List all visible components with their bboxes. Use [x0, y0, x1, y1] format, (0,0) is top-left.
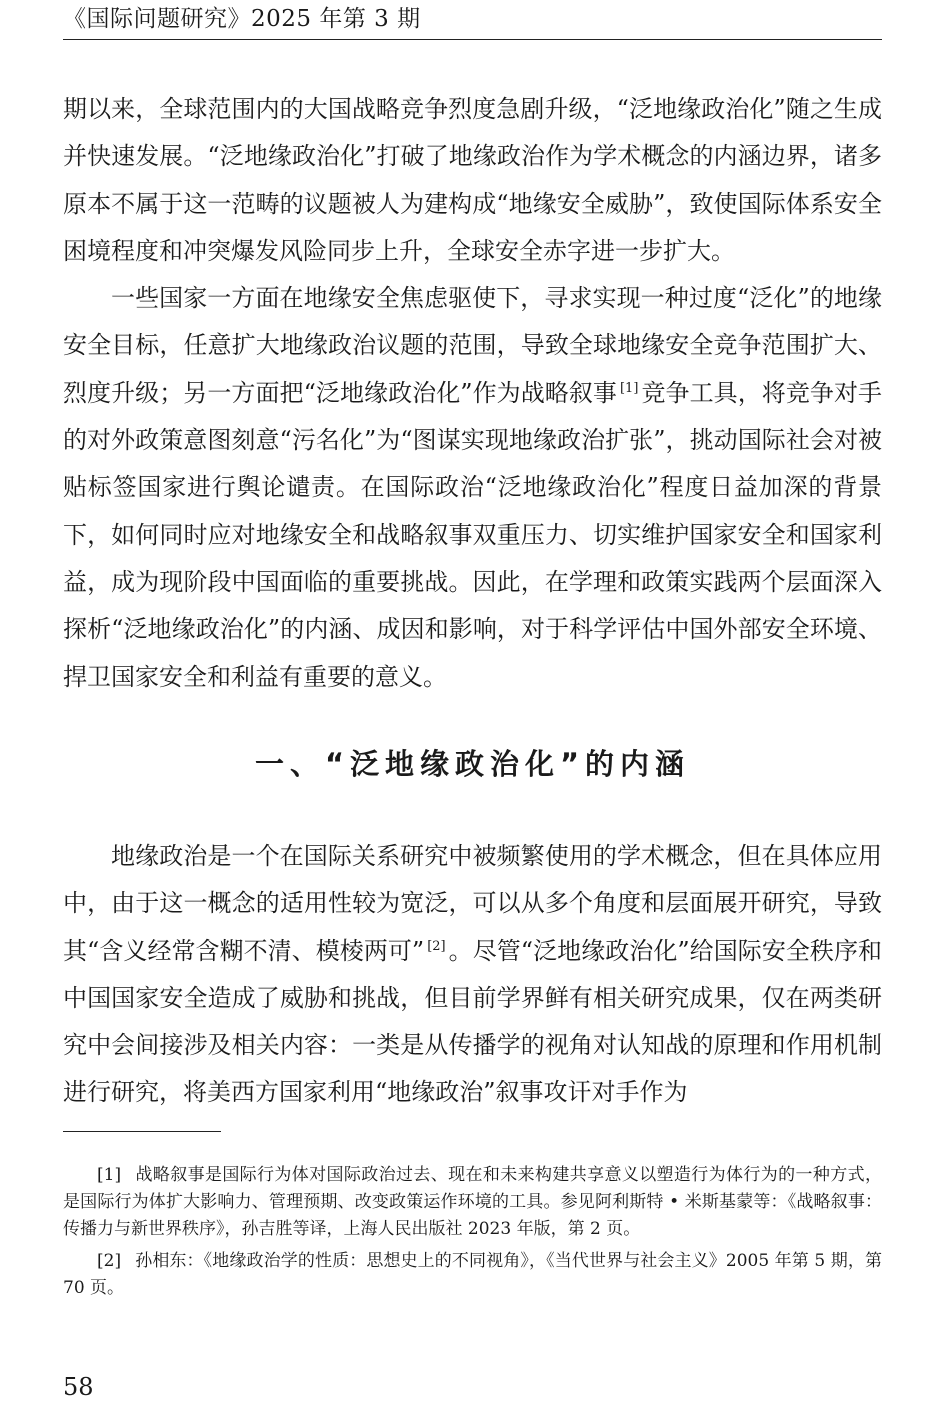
paragraph-continued: 期以来，全球范围内的大国战略竞争烈度急剧升级，“泛地缘政治化”随之生成并快速发展。“泛地缘政治化”打破了地缘政治作为学术概念的内涵边界，诸多原本不属于这一范畴的议题被人为建构成“地缘安全威胁”，致使国际体系安全困境程度和冲突爆发风险同步上升，全球安全赤字进一步扩大。 [63, 95, 882, 265]
footnote [63, 1248, 882, 1302]
footnote-reference[interactable]: [1] [619, 380, 639, 396]
footnote [63, 1162, 882, 1243]
footnote-reference[interactable]: [2] [427, 938, 446, 954]
section-heading: 一、“泛地缘政治化”的内涵 [254, 747, 691, 781]
footnotes [63, 1162, 882, 1307]
footnote-divider [63, 1131, 221, 1132]
paragraph [63, 275, 882, 701]
footnote-text: 孙相东：《地缘政治学的性质：思想史上的不同视角》，《当代世界与社会主义》2005 年第 5 期，第 70 页。 [63, 1251, 882, 1298]
paragraph-text: 一些国家一方面在地缘安全焦虑驱使下，寻求实现一种过度“泛化”的地缘安全目标，任意扩大地缘政治议题的范围，导致全球地缘安全竞争范围扩大、烈度升级；另一方面把“泛地缘政治化”作为战略叙事 [63, 284, 882, 407]
footnote-text: 战略叙事是国际行为体对国际政治过去、现在和未来构建共享意义以塑造行为体行为的一种方式，是国际行为体扩大影响力、管理预期、改变政策运作环境的工具。参见阿利斯特 • 米斯基蒙等：《战略叙事：传播力与新世界秩序》，孙吉胜等译，上海人民出版社 2023 年版，第 2 页。 [63, 1165, 882, 1239]
running-header: 《国际问题研究》2025 年第 3 期 [63, 6, 421, 32]
paragraph-text: 地缘政治是一个在国际关系研究中被频繁使用的学术概念，但在具体应用中，由于这一概念的适用性较为宽泛，可以从多个角度和层面展开研究，导致其“含义经常含糊不清、模棱两可” [63, 842, 882, 965]
header-divider [63, 39, 882, 40]
body-text-block-1 [63, 86, 882, 701]
footnote-mark: [2] [97, 1251, 122, 1271]
body-text-block-2 [63, 833, 882, 1117]
paragraph [63, 833, 882, 1117]
footnote-mark: [1] [97, 1165, 122, 1185]
page-number: 58 [63, 1373, 94, 1401]
paragraph-text: 竞争工具，将竞争对手的对外政策意图刻意“污名化”为“图谋实现地缘政治扩张”，挑动国际社会对被贴标签国家进行舆论谴责。在国际政治“泛地缘政治化”程度日益加深的背景下，如何同时应对地缘安全和战略叙事双重压力、切实维护国家安全和国家利益，成为现阶段中国面临的重要挑战。因此，在学理和政策实践两个层面深入探析“泛地缘政治化”的内涵、成因和影响，对于科学评估中国外部安全环境、捍卫国家安全和利益有重要的意义。 [63, 378, 883, 691]
paragraph-text: 。尽管“泛地缘政治化”给国际安全秩序和中国国家安全造成了威胁和挑战，但目前学界鲜有相关研究成果，仅在两类研究中会间接涉及相关内容：一类是从传播学的视角对认知战的原理和作用机制进行研究，将美西方国家利用“地缘政治”叙事攻讦对手作为 [63, 936, 882, 1107]
